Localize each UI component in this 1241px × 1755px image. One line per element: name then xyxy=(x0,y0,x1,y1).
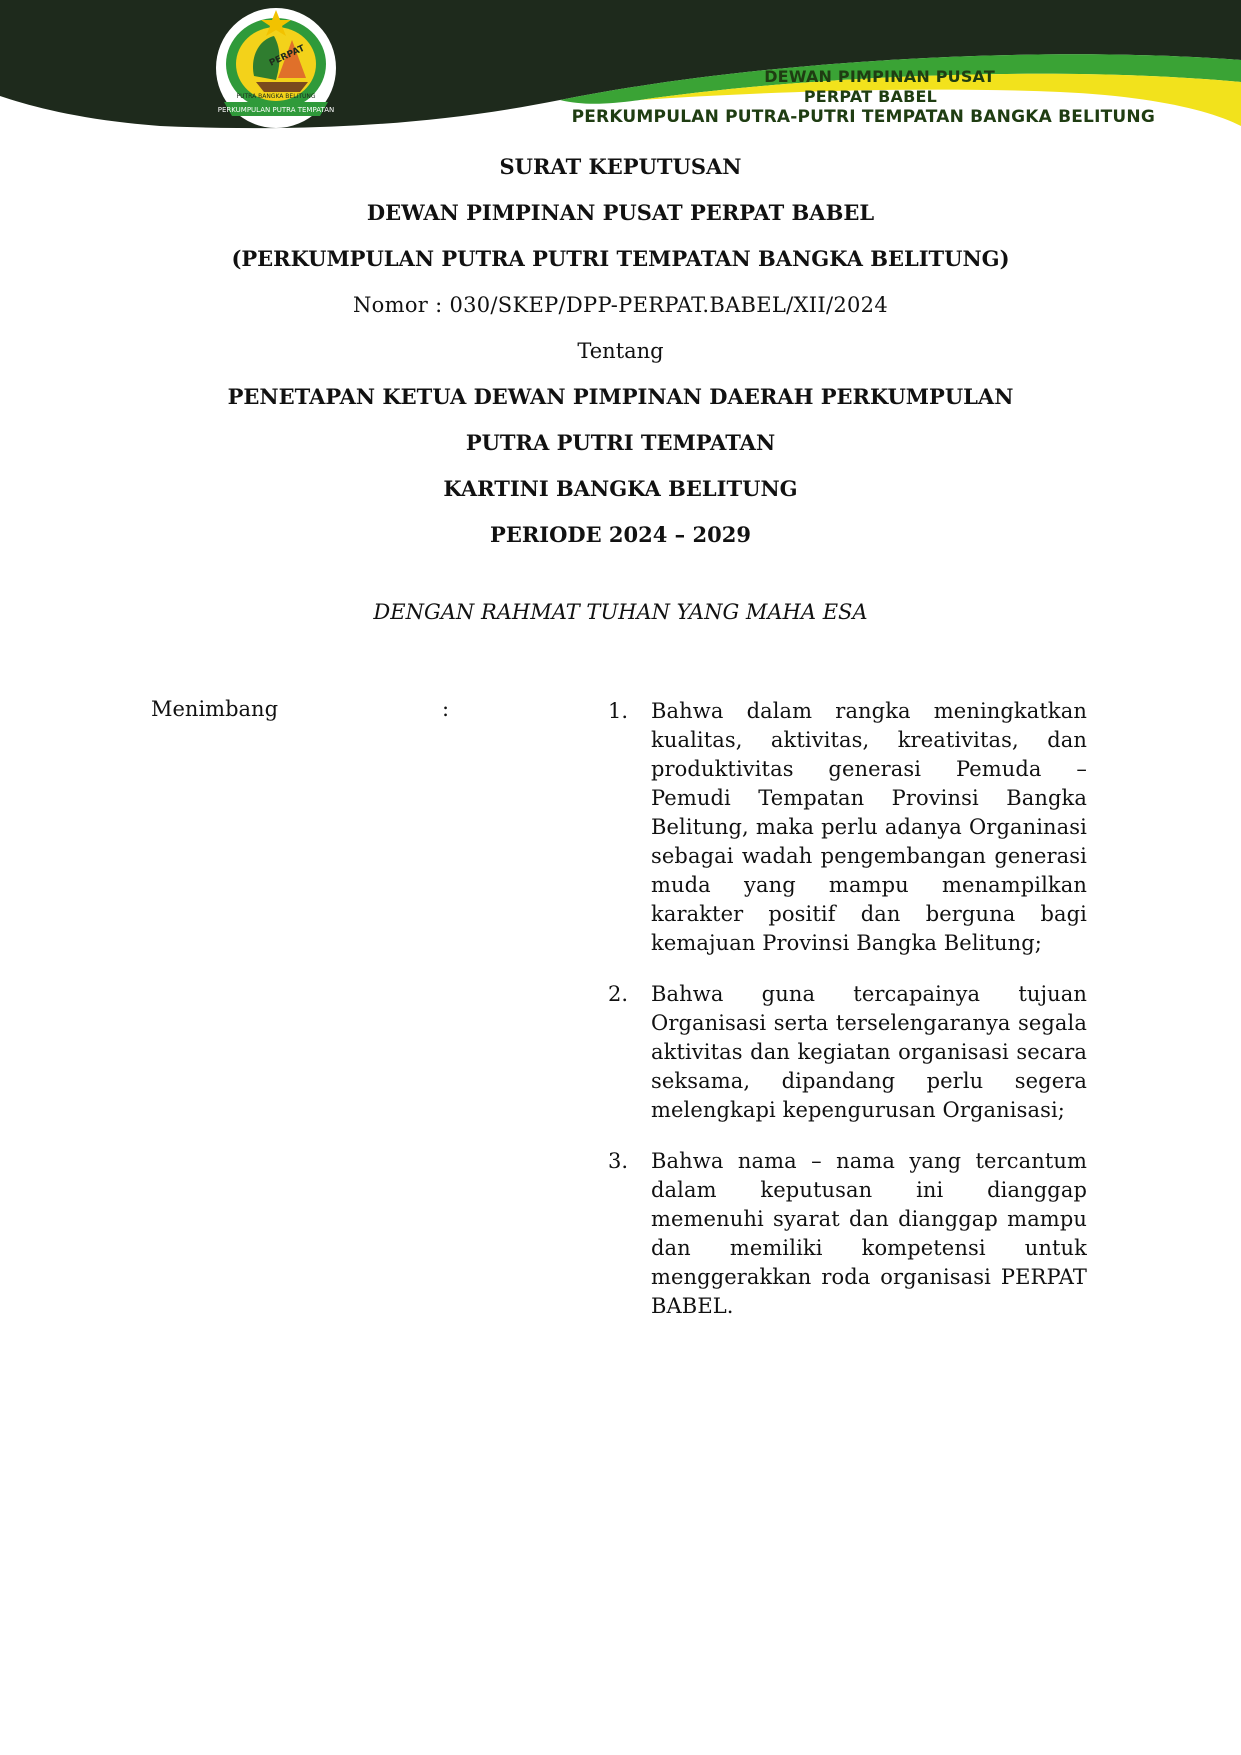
decree-number: Nomor : 030/SKEP/DPP-PERPAT.BABEL/XII/2024 xyxy=(353,293,888,317)
blessing-line: DENGAN RAHMAT TUHAN YANG MAHA ESA xyxy=(373,600,868,624)
menimbang-list xyxy=(608,697,1088,1343)
decree-issuer-full-name: (PERKUMPULAN PUTRA PUTRI TEMPATAN BANGKA BELITUNG) xyxy=(231,246,1010,271)
decree-period: PERIODE 2024 – 2029 xyxy=(490,522,751,547)
list-item-text: Bahwa nama – nama yang tercantum dalam keputusan ini dianggap memenuhi syarat dan dianggap mampu dan memiliki kompetensi untuk menggerakkan roda organisasi PERPAT BABEL. xyxy=(651,1149,1087,1318)
decree-subject-line2: PUTRA PUTRI TEMPATAN xyxy=(465,430,776,455)
menimbang-colon: : xyxy=(442,697,450,721)
list-item xyxy=(608,1147,1088,1321)
decree-subject-line3: KARTINI BANGKA BELITUNG xyxy=(443,476,798,501)
svg-text:PERPAT: PERPAT xyxy=(267,43,307,69)
menimbang-label: Menimbang xyxy=(151,697,279,721)
decree-tentang: Tentang xyxy=(577,339,664,363)
decree-title-block xyxy=(0,144,1241,558)
list-item-number: 2. xyxy=(608,982,629,1006)
svg-text:PUTRA BANGKA BELITUNG: PUTRA BANGKA BELITUNG xyxy=(236,93,316,100)
perpat-logo-emblem xyxy=(196,6,356,132)
list-item-text: Bahwa dalam rangka meningkatkan kualitas, aktivitas, kreativitas, dan produktivitas generasi Pemuda – Pemudi Tempatan Provinsi Bangka Belitung, maka perlu adanya Organinasi sebagai wadah pengembangan generasi muda yang mampu menampilkan karakter positif dan berguna bagi kemajuan Provinsi Bangka Belitung; xyxy=(651,699,1087,955)
list-item-text: Bahwa guna tercapainya tujuan Organisasi serta terselengaranya segala aktivitas dan kegiatan organisasi secara seksama, dipandang perlu segera melengkapi kepengurusan Organisasi; xyxy=(651,982,1087,1122)
decree-subject-line1: PENETAPAN KETUA DEWAN PIMPINAN DAERAH PERKUMPULAN xyxy=(227,384,1014,409)
list-item xyxy=(608,980,1088,1125)
letterhead xyxy=(0,0,1241,140)
organization-name-block xyxy=(572,67,1155,127)
decree-title: SURAT KEPUTUSAN xyxy=(499,154,742,179)
org-line-full-name: PERKUMPULAN PUTRA-PUTRI TEMPATAN BANGKA BELITUNG xyxy=(571,107,1155,127)
list-item-number: 1. xyxy=(608,699,629,723)
org-line-dpp: DEWAN PIMPINAN PUSAT xyxy=(764,67,995,86)
svg-text:PERKUMPULAN PUTRA TEMPATAN: PERKUMPULAN PUTRA TEMPATAN xyxy=(217,106,335,114)
list-item-number: 3. xyxy=(608,1149,629,1173)
list-item xyxy=(608,697,1088,958)
org-line-perpat-babel: PERPAT BABEL xyxy=(803,87,937,106)
decree-issuer: DEWAN PIMPINAN PUSAT PERPAT BABEL xyxy=(366,200,875,225)
